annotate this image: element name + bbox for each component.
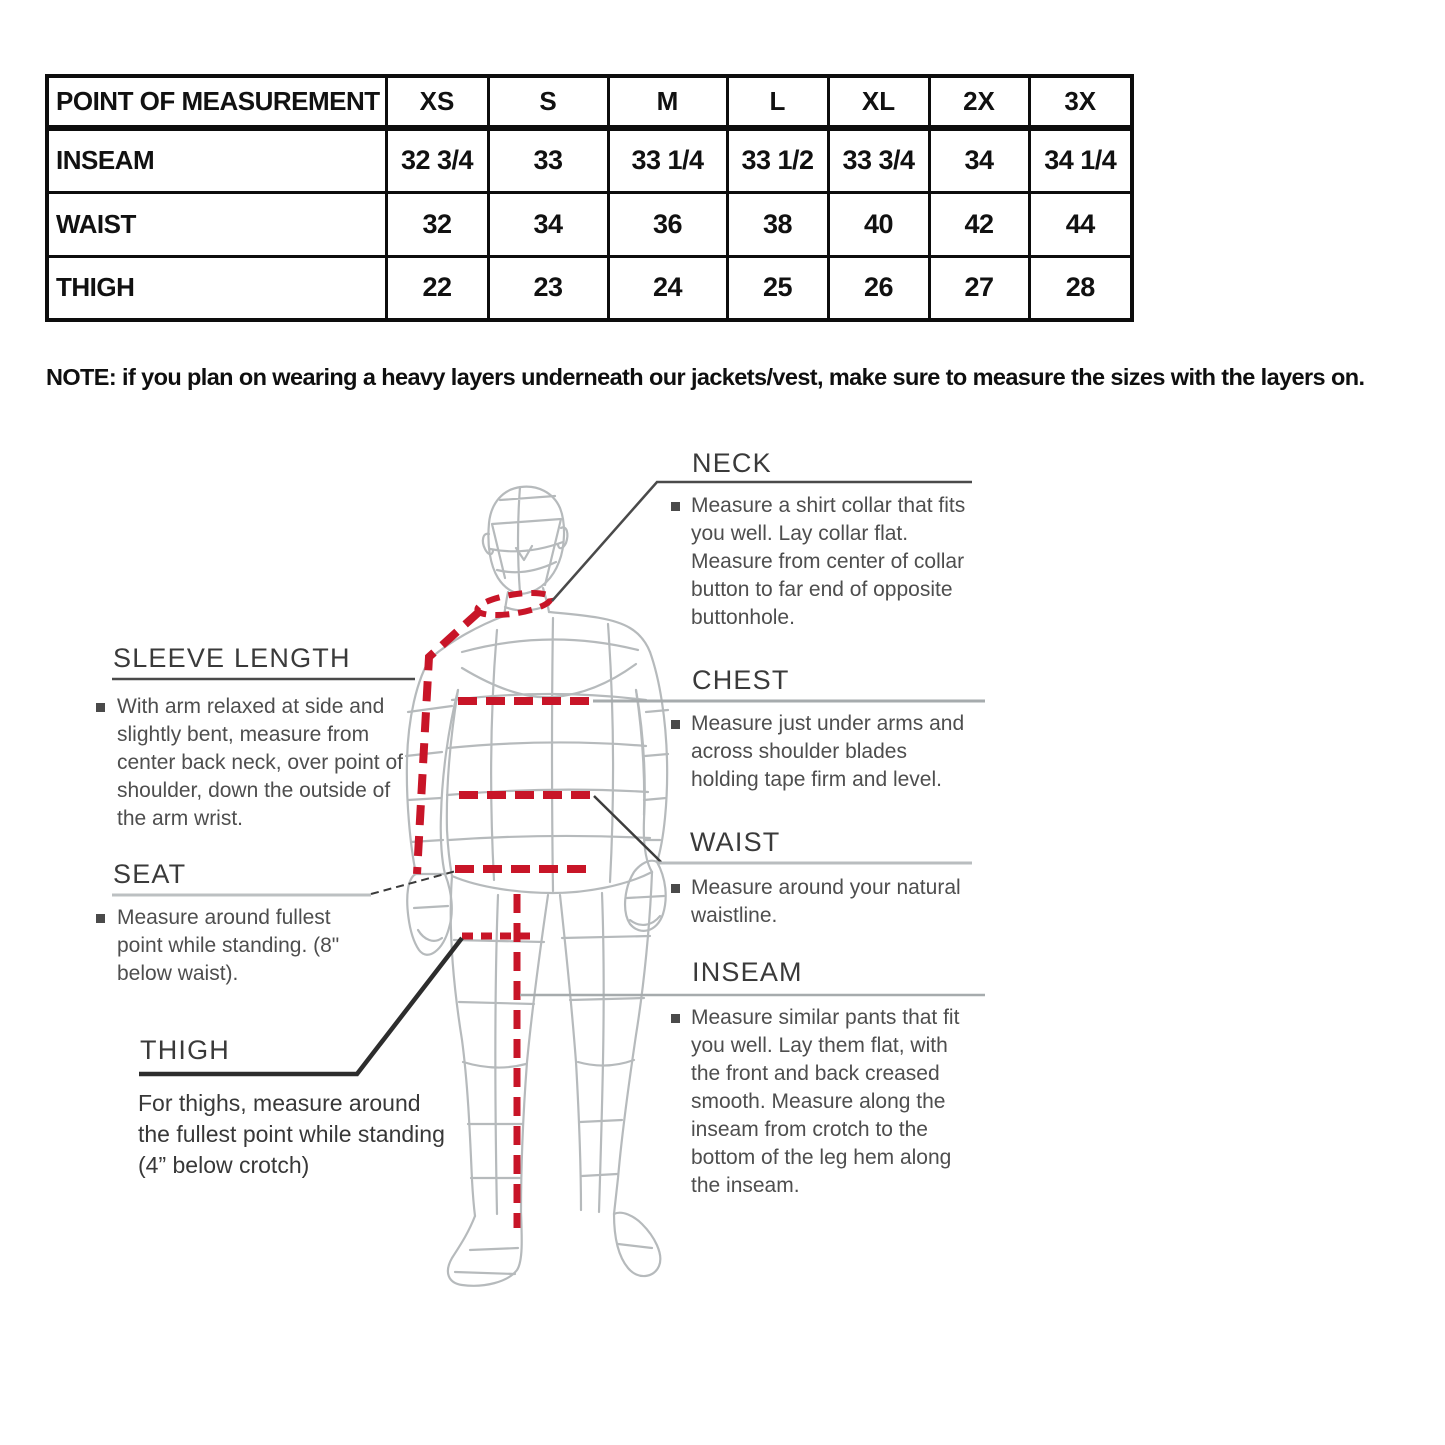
section-inseam-title: INSEAM [692, 957, 803, 987]
size-value: 22 [386, 256, 488, 320]
bullet-square-icon [671, 1014, 680, 1023]
size-value: 32 3/4 [386, 128, 488, 192]
size-value: 24 [608, 256, 727, 320]
section-waist-text: Measure around your natural waistline. [691, 876, 961, 927]
section-chest-text: Measure just under arms and across shoulder blades holding tape firm and level. [691, 712, 965, 791]
section-neck-text: Measure a shirt collar that fits you well. Lay collar flat. Measure from center of collar button to far end of opposite buttonhole. [691, 494, 966, 629]
size-value: 25 [727, 256, 828, 320]
col-header-xs: XS [386, 76, 488, 128]
section-chest-description [671, 710, 981, 794]
waist-connector-line [594, 796, 661, 862]
size-value: 34 [929, 128, 1029, 192]
neck-measure-line [476, 589, 552, 619]
col-header-point-of-measurement: POINT OF MEASUREMENT [47, 76, 386, 128]
section-chest-title: CHEST [692, 665, 790, 695]
section-thigh-title: THIGH [140, 1035, 230, 1065]
size-value: 33 1/2 [727, 128, 828, 192]
size-value: 33 3/4 [828, 128, 929, 192]
row-label: THIGH [47, 256, 386, 320]
bullet-square-icon [96, 703, 105, 712]
section-sleeve-length-description [96, 693, 416, 833]
size-value: 33 1/4 [608, 128, 727, 192]
col-header-2x: 2X [929, 76, 1029, 128]
section-neck-description [671, 492, 981, 632]
col-header-xl: XL [828, 76, 929, 128]
size-value: 34 [488, 192, 608, 256]
size-value: 40 [828, 192, 929, 256]
section-thigh-description [138, 1088, 448, 1181]
col-header-3x: 3X [1029, 76, 1132, 128]
size-value: 28 [1029, 256, 1132, 320]
row-label: INSEAM [47, 128, 386, 192]
section-seat-title: SEAT [113, 859, 187, 889]
section-thigh-text: For thighs, measure around the fullest point while standing (4” below crotch) [138, 1090, 445, 1178]
section-sleeve-length-text: With arm relaxed at side and slightly bent, measure from center back neck, over point of shoulder, down the outside of the arm wrist. [117, 695, 403, 830]
size-value: 26 [828, 256, 929, 320]
bullet-square-icon [671, 720, 680, 729]
section-waist-description [671, 874, 981, 930]
section-seat-description [96, 904, 376, 988]
size-value: 42 [929, 192, 1029, 256]
note-text: NOTE: if you plan on wearing a heavy layers underneath our jackets/vest, make sure to measure the sizes with the layers on. [46, 364, 1365, 390]
size-value: 27 [929, 256, 1029, 320]
size-value: 33 [488, 128, 608, 192]
bullet-square-icon [96, 914, 105, 923]
size-value: 44 [1029, 192, 1132, 256]
section-seat-text: Measure around fullest point while standing. (8" below waist). [117, 906, 340, 985]
section-inseam-description [671, 1004, 983, 1200]
bullet-square-icon [671, 502, 680, 511]
col-header-l: L [727, 76, 828, 128]
size-value: 36 [608, 192, 727, 256]
bullet-square-icon [671, 884, 680, 893]
size-value: 23 [488, 256, 608, 320]
size-value: 38 [727, 192, 828, 256]
col-header-m: M [608, 76, 727, 128]
size-value: 34 1/4 [1029, 128, 1132, 192]
section-waist-title: WAIST [690, 827, 781, 857]
section-inseam-text: Measure similar pants that fit you well. Lay them flat, with the front and back creased smooth. Measure along the inseam from crotch to the bottom of the leg hem along the inseam. [691, 1006, 960, 1197]
col-header-s: S [488, 76, 608, 128]
size-value: 32 [386, 192, 488, 256]
section-neck-title: NECK [692, 448, 772, 478]
section-sleeve-length-title: SLEEVE LENGTH [113, 643, 351, 673]
row-label: WAIST [47, 192, 386, 256]
